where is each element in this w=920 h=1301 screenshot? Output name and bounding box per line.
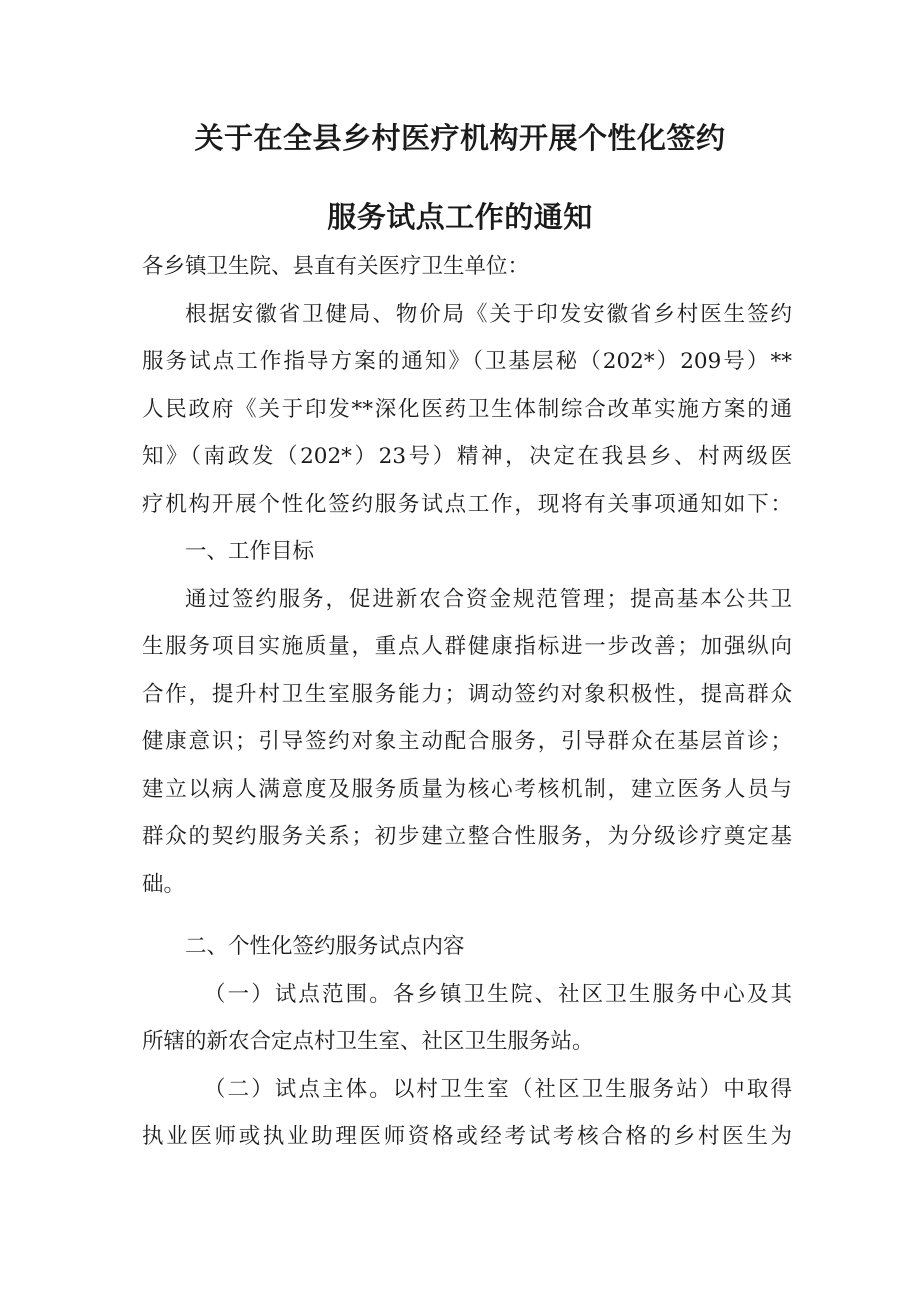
item-1-line: 所辖的新农合定点村卫生室、社区卫生服务站。	[142, 1029, 594, 1054]
intro-line: 疗机构开展个性化签约服务试点工作，现将有关事项通知如下：	[142, 491, 792, 517]
paragraph-gap	[142, 908, 792, 923]
section-1-line: 建立以病人满意度及服务质量为核心考核机制，建立医务人员与	[142, 776, 792, 802]
document-title-line-2: 服务试点工作的通知	[327, 200, 593, 234]
document-body	[142, 243, 792, 1161]
section-1-line: 合作，提升村卫生室服务能力；调动签约对象积极性，提高群众	[142, 681, 792, 707]
section-2-heading: 二、个性化签约服务试点内容	[185, 934, 465, 959]
section-1-line: 通过签约服务，促进新农合资金规范管理；提高基本公共卫	[185, 586, 792, 612]
item-2-line: 执业医师或执业助理医师资格或经考试考核合格的乡村医生为	[142, 1124, 792, 1149]
section-1-line: 础。	[142, 871, 186, 897]
intro-line: 服务试点工作指导方案的通知》（卫基层秘（202*）209号）**	[142, 349, 792, 374]
intro-line: 知》（南政发（202*）23号）精神，决定在我县乡、村两级医	[142, 444, 792, 469]
section-1-line: 健康意识；引导签约对象主动配合服务，引导群众在基层首诊；	[142, 729, 792, 754]
section-1-heading: 一、工作目标	[185, 539, 315, 564]
item-2-line: （二）试点主体。以村卫生室（社区卫生服务站）中取得	[204, 1076, 792, 1102]
addressee: 各乡镇卫生院、县直有关医疗卫生单位：	[142, 254, 530, 279]
section-1-line: 群众的契约服务关系；初步建立整合性服务，为分级诊疗奠定基	[142, 824, 792, 849]
section-1-line: 生服务项目实施质量，重点人群健康指标进一步改善；加强纵向	[142, 634, 792, 659]
document-title-line-1: 关于在全县乡村医疗机构开展个性化签约	[194, 121, 726, 155]
item-1-line: （一）试点范围。各乡镇卫生院、社区卫生服务中心及其	[204, 981, 792, 1007]
intro-line: 根据安徽省卫健局、物价局《关于印发安徽省乡村医生签约	[185, 301, 792, 327]
intro-line: 人民政府《关于印发**深化医药卫生体制综合改革实施方案的通	[142, 396, 792, 422]
